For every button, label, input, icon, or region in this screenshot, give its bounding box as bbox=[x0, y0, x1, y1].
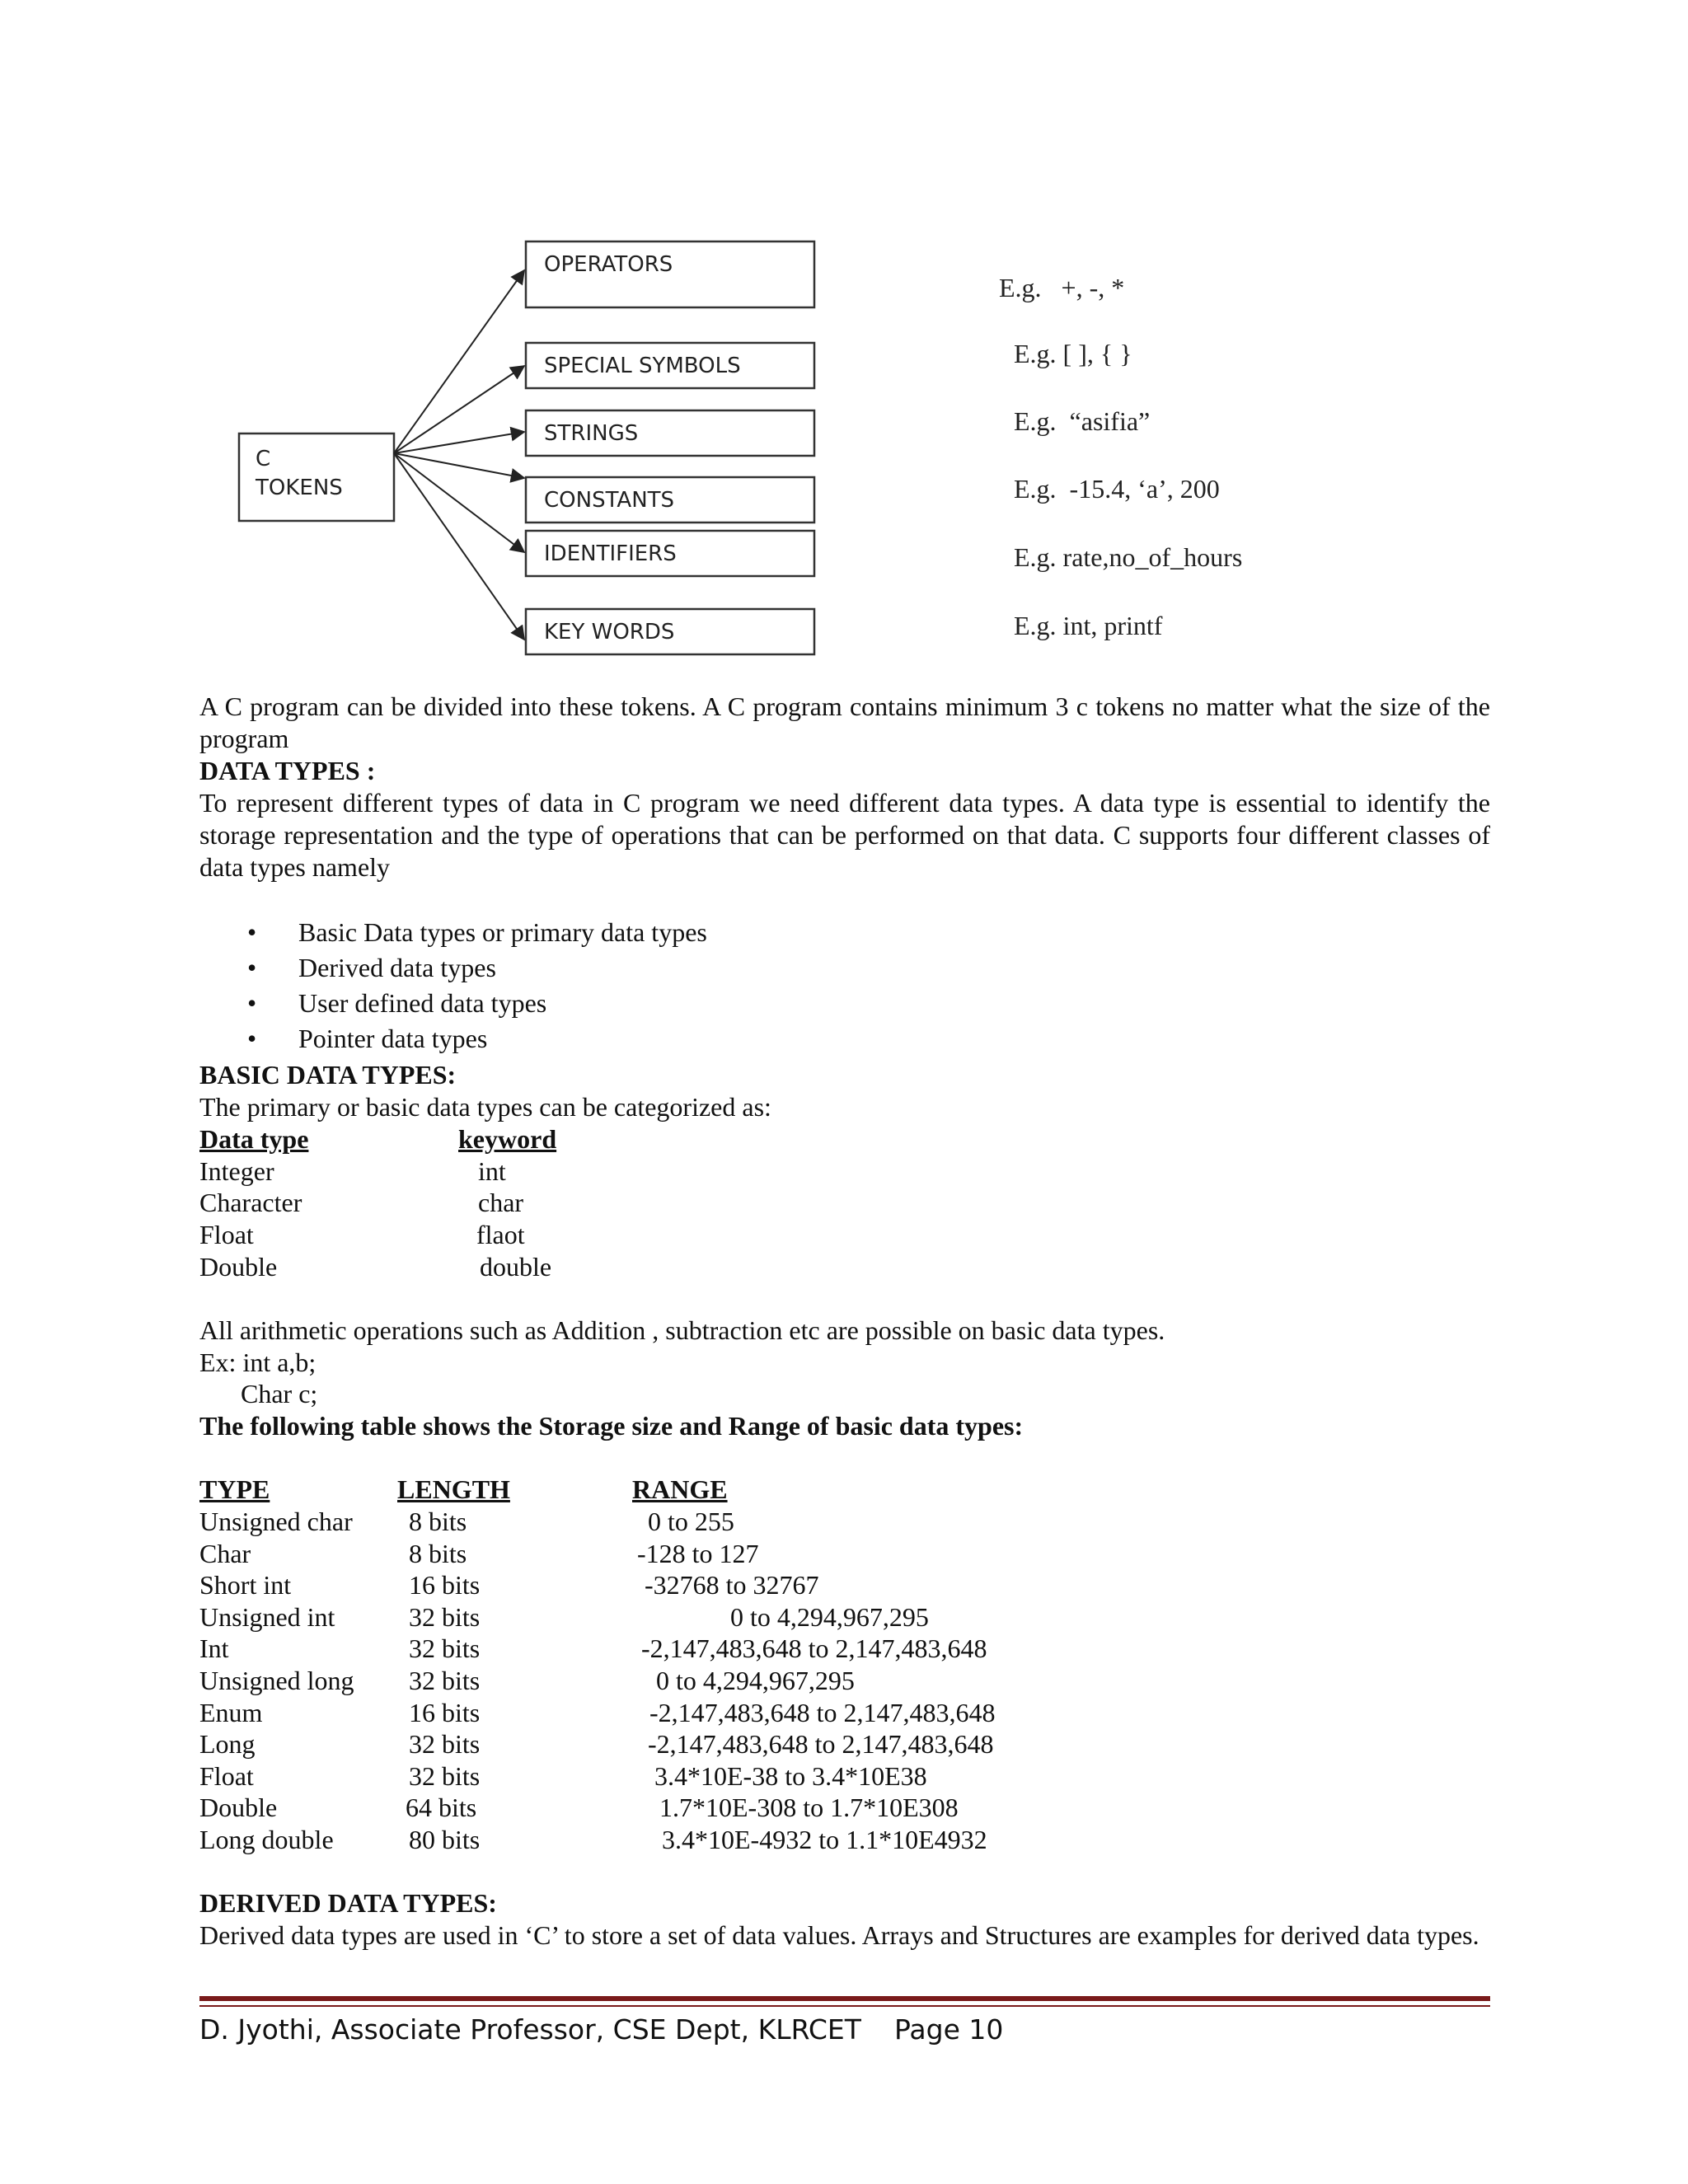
length-cell: 32 bits bbox=[409, 1601, 481, 1632]
length-cell: 80 bits bbox=[409, 1825, 481, 1854]
token-example: E.g. [ ], { } bbox=[1014, 339, 1132, 368]
type-cell: Long double bbox=[199, 1825, 334, 1854]
token-arrow bbox=[394, 453, 524, 640]
token-box-label: OPERATORS bbox=[544, 252, 673, 277]
type-cell: Char bbox=[199, 1538, 251, 1568]
range-cell: -128 to 127 bbox=[637, 1538, 759, 1568]
keyword-cell: char bbox=[478, 1188, 524, 1217]
data-type-cell: Double bbox=[199, 1252, 278, 1282]
storage-table-heading: The following table shows the Storage size and Range of basic data types: bbox=[199, 1411, 1024, 1441]
c-tokens-box bbox=[239, 434, 394, 521]
length-cell: 16 bits bbox=[409, 1697, 481, 1727]
length-cell: 16 bits bbox=[409, 1570, 481, 1601]
footer-page-number: Page 10 bbox=[894, 2013, 1004, 2046]
length-cell: 32 bits bbox=[409, 1666, 481, 1695]
bullet-icon: • bbox=[247, 988, 257, 1018]
bullet-item: Basic Data types or primary data types bbox=[298, 917, 707, 947]
keyword-cell: int bbox=[478, 1156, 506, 1186]
c-tokens-label-line2: TOKENS bbox=[256, 476, 343, 500]
length-cell: 32 bits bbox=[409, 1633, 481, 1664]
bullet-item: Pointer data types bbox=[298, 1024, 488, 1053]
tokens-intro-paragraph: A C program can be divided into these tokens. A C program contains minimum 3 c tokens no matter what the size of the program bbox=[199, 691, 1490, 753]
data-type-cell: Character bbox=[199, 1188, 302, 1217]
example-line-2: Char c; bbox=[241, 1379, 318, 1408]
derived-data-types-paragraph: Derived data types are used in ‘C’ to store a set of data values. Arrays and Structures are examples for derived data types. bbox=[199, 1920, 1479, 1950]
length-cell: 8 bits bbox=[409, 1507, 467, 1536]
length-cell: 8 bits bbox=[409, 1538, 467, 1568]
type-cell: Short int bbox=[199, 1570, 292, 1601]
length-column-header: LENGTH bbox=[397, 1474, 510, 1504]
token-example: E.g. int, printf bbox=[1014, 611, 1163, 640]
type-cell: Long bbox=[199, 1729, 256, 1760]
type-cell: Unsigned char bbox=[199, 1507, 353, 1536]
type-column-header: TYPE bbox=[199, 1474, 270, 1504]
bullet-item: User defined data types bbox=[298, 988, 547, 1018]
range-cell: 3.4*10E-4932 to 1.1*10E4932 bbox=[662, 1825, 987, 1854]
token-arrow bbox=[394, 270, 524, 453]
range-cell: 0 to 255 bbox=[648, 1507, 734, 1536]
token-box-constants bbox=[526, 477, 814, 523]
token-arrow bbox=[394, 432, 524, 453]
range-cell: 1.7*10E-308 to 1.7*10E308 bbox=[659, 1793, 959, 1823]
data-type-column-header: Data type bbox=[199, 1124, 309, 1154]
length-cell: 32 bits bbox=[409, 1729, 481, 1760]
range-cell: -2,147,483,648 to 2,147,483,648 bbox=[649, 1697, 996, 1727]
type-cell: Double bbox=[199, 1793, 278, 1823]
c-tokens-diagram bbox=[0, 0, 1688, 676]
bullet-icon: • bbox=[247, 953, 257, 982]
token-box-strings bbox=[526, 410, 814, 456]
range-column-header: RANGE bbox=[632, 1474, 728, 1504]
data-types-heading: DATA TYPES : bbox=[199, 756, 376, 785]
token-box-label: KEY WORDS bbox=[544, 620, 675, 644]
bullet-icon: • bbox=[247, 917, 257, 947]
token-box-label: SPECIAL SYMBOLS bbox=[544, 354, 741, 378]
token-box-operators bbox=[526, 241, 814, 307]
basic-data-types-heading: BASIC DATA TYPES: bbox=[199, 1060, 457, 1090]
type-cell: Int bbox=[199, 1633, 229, 1664]
token-example: E.g. -15.4, ‘a’, 200 bbox=[1014, 474, 1220, 504]
type-cell: Float bbox=[199, 1760, 254, 1791]
range-cell: 0 to 4,294,967,295 bbox=[656, 1666, 855, 1695]
token-arrow bbox=[394, 453, 524, 478]
basic-data-types-intro: The primary or basic data types can be categorized as: bbox=[199, 1092, 771, 1122]
footer-rule-thin bbox=[199, 2005, 1490, 2007]
type-cell: Unsigned long bbox=[199, 1666, 354, 1695]
example-line-1: Ex: int a,b; bbox=[199, 1347, 316, 1377]
arithmetic-note: All arithmetic operations such as Addition , subtraction etc are possible on basic data types. bbox=[199, 1315, 1165, 1345]
derived-data-types-heading: DERIVED DATA TYPES: bbox=[199, 1888, 497, 1918]
footer-rule-thick bbox=[199, 1996, 1490, 2001]
data-type-cell: Float bbox=[199, 1220, 254, 1249]
range-cell: -2,147,483,648 to 2,147,483,648 bbox=[641, 1633, 987, 1664]
token-arrow bbox=[394, 366, 524, 453]
token-arrow bbox=[394, 453, 524, 552]
range-cell: 3.4*10E-38 to 3.4*10E38 bbox=[654, 1760, 927, 1791]
token-box-label: CONSTANTS bbox=[544, 488, 675, 513]
type-cell: Unsigned int bbox=[199, 1601, 335, 1632]
range-cell: -32768 to 32767 bbox=[645, 1570, 819, 1601]
token-example: E.g. +, -, * bbox=[999, 273, 1125, 302]
length-cell: 64 bits bbox=[406, 1793, 477, 1823]
keyword-cell: double bbox=[480, 1252, 552, 1282]
token-box-key-words bbox=[526, 609, 814, 654]
token-example: E.g. rate,no_of_hours bbox=[1014, 542, 1243, 572]
bullet-item: Derived data types bbox=[298, 953, 496, 982]
footer-author: D. Jyothi, Associate Professor, CSE Dept, KLRCET bbox=[199, 2013, 861, 2046]
keyword-column-header: keyword bbox=[458, 1124, 557, 1154]
token-box-label: STRINGS bbox=[544, 421, 639, 446]
data-type-cell: Integer bbox=[199, 1156, 274, 1186]
range-cell: -2,147,483,648 to 2,147,483,648 bbox=[648, 1729, 994, 1760]
length-cell: 32 bits bbox=[409, 1760, 481, 1791]
data-types-paragraph: To represent different types of data in C program we need different data types. A data type is essential to identify the storage representation and the type of operations that can be performed on that data. C supports four different classes of data types namely bbox=[199, 788, 1490, 882]
c-tokens-label-line1: C bbox=[256, 447, 271, 471]
token-box-special-symbols bbox=[526, 343, 814, 388]
keyword-cell: flaot bbox=[476, 1220, 525, 1249]
token-box-label: IDENTIFIERS bbox=[544, 541, 677, 566]
token-box-identifiers bbox=[526, 531, 814, 576]
type-cell: Enum bbox=[199, 1697, 263, 1727]
bullet-icon: • bbox=[247, 1024, 257, 1053]
range-cell: 0 to 4,294,967,295 bbox=[730, 1601, 929, 1632]
token-example: E.g. “asifia” bbox=[1014, 406, 1151, 436]
